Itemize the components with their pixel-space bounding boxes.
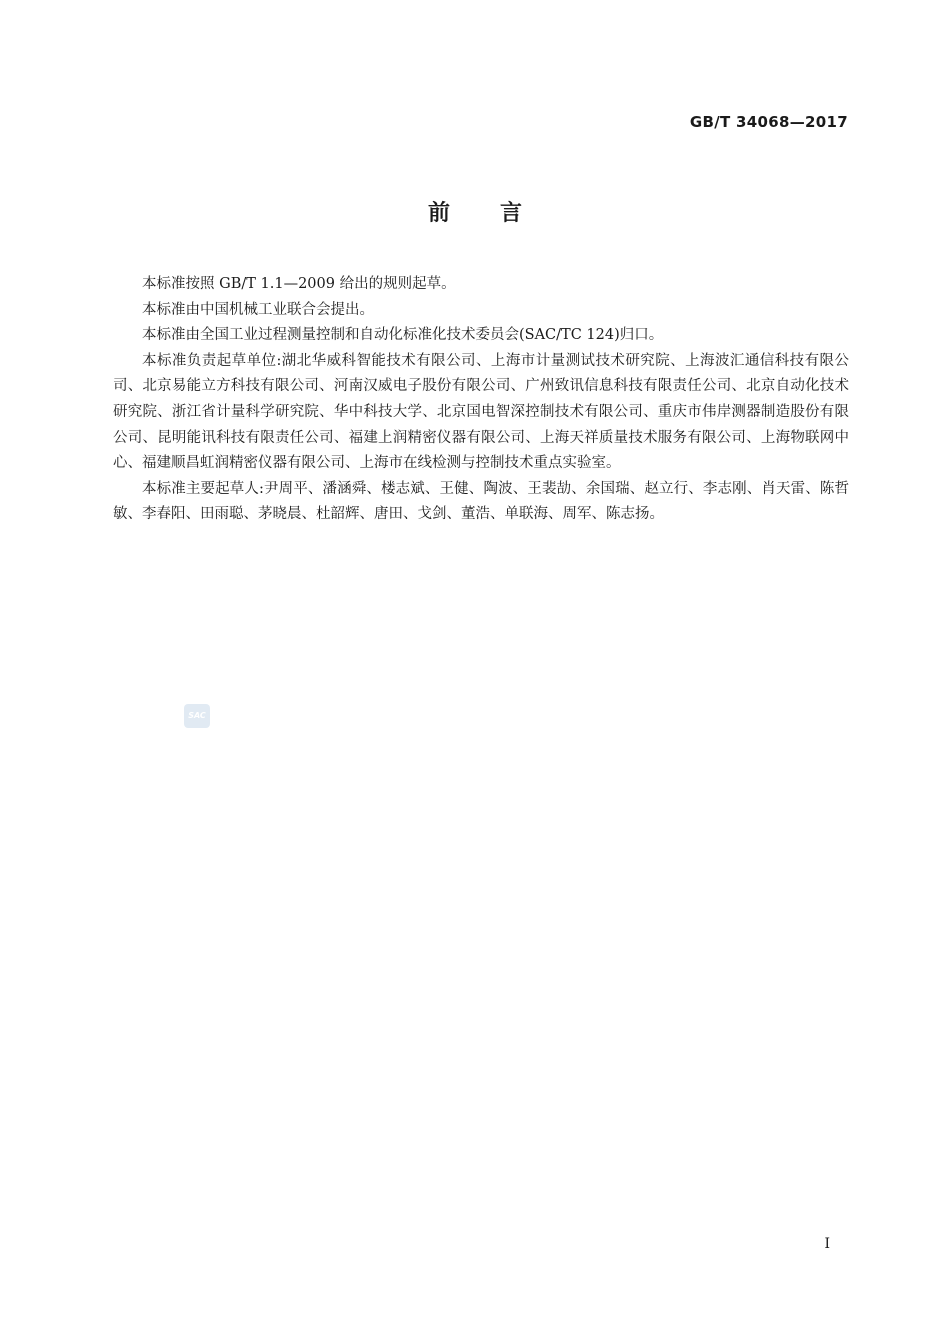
standard-code: GB/T 34068—2017 [689, 113, 848, 131]
paragraph-drafting-rules: 本标准按照 GB/T 1.1—2009 给出的规则起草。 [142, 276, 456, 292]
page-title: 前言 [427, 201, 572, 226]
paragraph-drafters: 本标准主要起草人:尹周平、潘涵舜、楼志斌、王健、陶波、王裴劼、余国瑞、赵立行、李志刚、肖天雷、陈哲敏、李春阳、田雨聪、茅晓晨、杜韶辉、唐田、戈剑、董浩、单联海、周军、陈志扬。 [113, 480, 849, 523]
paragraph-drafting-units: 本标准负责起草单位:湖北华威科智能技术有限公司、上海市计量测试技术研究院、上海波汇通信科技有限公司、北京易能立方科技有限公司、河南汉威电子股份有限公司、广州致讯信息科技有限责任公司、北京自动化技术研究院、浙江省计量科学研究院、华中科技大学、北京国电智深控制技术有限公司、重庆市伟岸测器制造股份有限公司、昆明能讯科技有限责任公司、福建上润精密仪器有限公司、上海天祥质量技术服务有限公司、上海物联网中心、福建顺昌虹润精密仪器有限公司、上海市在线检测与控制技术重点实验室。 [113, 352, 849, 472]
paragraph-committee: 本标准由全国工业过程测量控制和自动化标准化技术委员会(SAC/TC 124)归口。 [142, 327, 664, 344]
sac-logo-icon: SAC [184, 704, 210, 728]
paragraph-proposer: 本标准由中国机械工业联合会提出。 [142, 301, 374, 318]
page-number: I [824, 1236, 830, 1252]
preface-body [113, 272, 849, 528]
